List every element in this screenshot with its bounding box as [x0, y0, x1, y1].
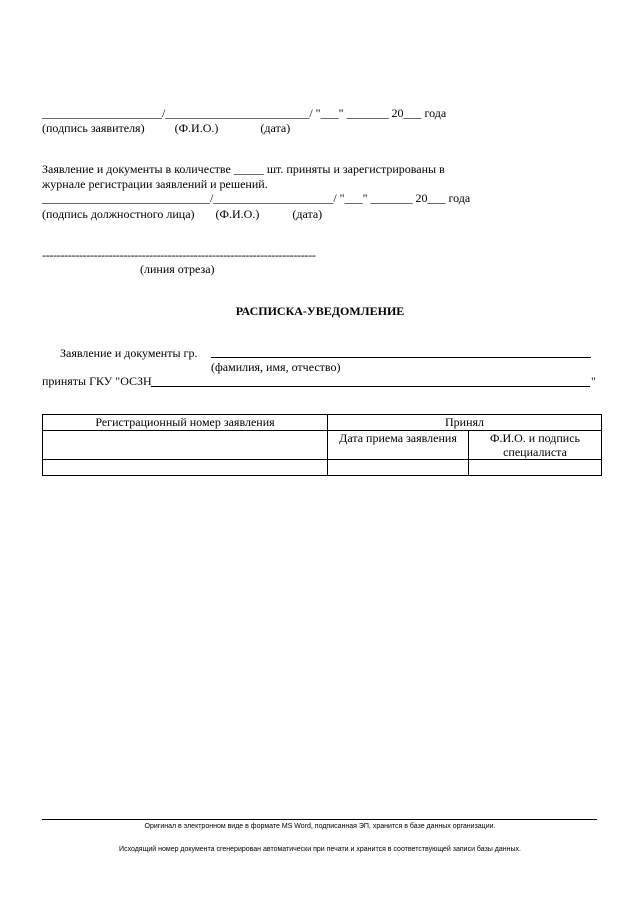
- header-date: Дата приема заявления: [328, 431, 469, 460]
- fio-cell: [469, 460, 602, 476]
- receipt-title: РАСПИСКА-УВЕДОМЛЕНИЕ: [235, 304, 405, 318]
- cut-line-label: (линия отреза): [140, 262, 215, 276]
- acceptance-text-line2: журнале регистрации заявлений и решений.: [42, 177, 268, 191]
- cut-line: --------------------------------------------------------------------------: [42, 248, 316, 262]
- docs-from-label: Заявление и документы гр.: [60, 346, 198, 360]
- organization-underline: [151, 386, 590, 387]
- applicant-signature-labels: (подпись заявителя) (Ф.И.О.) (дата): [42, 121, 291, 135]
- reg-number-cell: [43, 460, 328, 476]
- registration-table: [42, 414, 602, 476]
- footer-divider: [42, 819, 597, 820]
- applicant-signature-line: ____________________/________________________/ "___" _______ 20___ года: [42, 106, 447, 120]
- reg-number-cell-blank: [43, 431, 328, 460]
- header-reg-number: Регистрационный номер заявления: [43, 415, 328, 431]
- date-cell: [328, 460, 469, 476]
- header-fio: Ф.И.О. и подпись специалиста: [469, 431, 602, 460]
- accepted-by-label: приняты ГКУ "ОСЗН: [42, 374, 152, 388]
- accepted-by-close-quote: ": [591, 374, 596, 388]
- applicant-name-underline: [211, 357, 591, 358]
- applicant-name-hint: (фамилия, имя, отчество): [211, 360, 341, 374]
- acceptance-text-line1: Заявление и документы в количестве _____ шт. приняты и зарегистрированы в: [42, 162, 445, 176]
- official-signature-labels: (подпись должностного лица) (Ф.И.О.) (дата): [42, 207, 323, 221]
- footer-note-original: Оригинал в электронном виде в формате MS Word, подписанная ЭП, хранится в базе данных организации.: [144, 823, 496, 830]
- footer-note-number: Исходящий номер документа сгенерирован автоматически при печати и хранится в соответствующей записи базы данных.: [119, 846, 521, 853]
- official-signature-line: ____________________________/____________________/ "___" _______ 20___ года: [42, 191, 471, 205]
- header-accepted: Принял: [328, 415, 602, 431]
